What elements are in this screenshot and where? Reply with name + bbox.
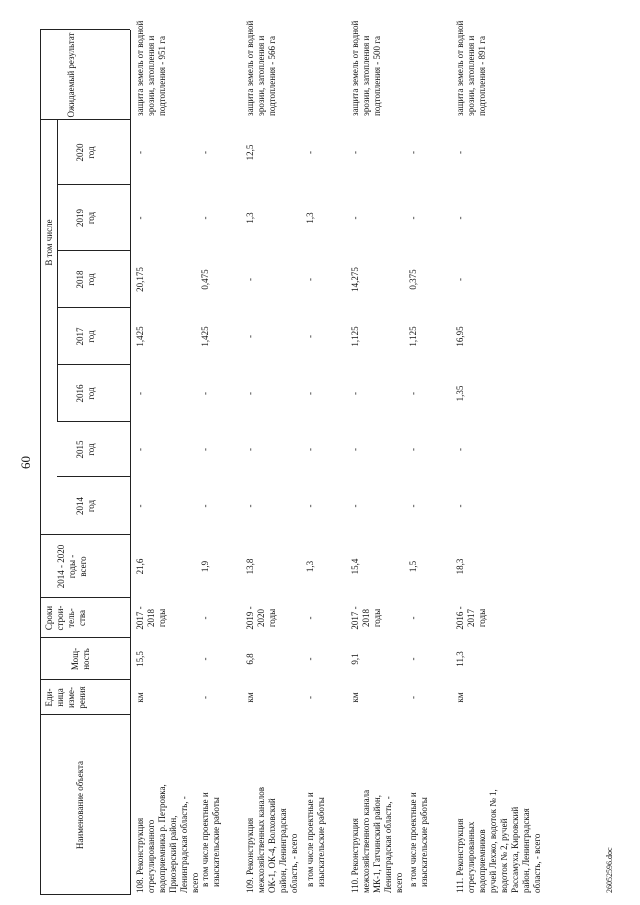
- cell-period: 2017 - 2018 годы: [135, 606, 167, 630]
- cell-year-2015: -: [135, 448, 145, 451]
- cell-result: защита земель от водной эрозии, затопления и подтопления - 891 га: [455, 20, 487, 116]
- cell-year-2014: -: [408, 504, 418, 508]
- cell-total: 21,6: [135, 558, 145, 575]
- cell-year-2016: 1,35: [455, 385, 465, 402]
- cell-year-2017: 1,125: [350, 326, 360, 347]
- cell-name: 109. Реконструкция межхозяйственных каналов ОК-1, ОК-4, Волховский район, Ленинградская область, - всего: [245, 787, 299, 893]
- cell-unit: -: [200, 696, 210, 699]
- cell-year-2017: -: [245, 335, 255, 338]
- cell-year-2014: -: [350, 504, 360, 508]
- cell-year-2020: -: [350, 151, 360, 154]
- cell-year-2015: -: [408, 448, 418, 451]
- cell-name: 111. Реконструкция отрегулированных водоприемников ручей Лехжо, водоток № 1, водоток № 2, ручей Рассамуха, Кировский район, Ленинградская область, - всего: [455, 789, 542, 893]
- cell-result: защита земель от водной эрозии, затопления и подтопления - 566 га: [245, 20, 277, 116]
- cell-year-2015: -: [455, 448, 465, 451]
- cell-capacityear-: 9,1: [350, 653, 360, 665]
- header-2020: 2020 год: [75, 143, 96, 162]
- cell-year-2020: 12,5: [245, 144, 255, 161]
- footer-filename: 26052596.doc: [605, 847, 614, 893]
- cell-year-2020: -: [200, 151, 210, 154]
- header-2019: 2019 год: [75, 209, 96, 227]
- cell-year-2017: -: [305, 335, 315, 338]
- header-result: Ожидаемый результат: [66, 32, 76, 118]
- cell-year-2016: -: [135, 392, 145, 395]
- cell-total: 18,3: [455, 558, 465, 575]
- cell-year-2019: -: [200, 216, 210, 220]
- header-total: 2014 - 2020 годы - всего: [56, 544, 88, 589]
- header-bottom-line: [130, 30, 131, 895]
- header-2016: 2016 год: [75, 384, 96, 403]
- cell-year-2015: -: [245, 448, 255, 451]
- cell-year-2014: -: [305, 504, 315, 508]
- cell-year-2017: 1,425: [200, 326, 210, 347]
- cell-year-2017: 16,95: [455, 326, 465, 347]
- header-2018: 2018 год: [75, 270, 96, 289]
- cell-year-2014: -: [455, 504, 465, 508]
- subheader-line: [57, 120, 58, 422]
- cell-year-2019: -: [455, 216, 465, 220]
- cell-year-2019: 1,3: [305, 212, 315, 224]
- cell-capacityear-: 11,3: [455, 651, 465, 667]
- cell-year-2019: -: [408, 216, 418, 220]
- header-capacity: Мощ- ность: [70, 647, 91, 671]
- cell-period: 2019 - 2020 годы: [245, 606, 277, 630]
- cell-capacityear-: 6,8: [245, 653, 255, 665]
- cell-year-2020: -: [408, 151, 418, 154]
- cell-year-2015: -: [200, 448, 210, 451]
- cell-period: -: [200, 616, 210, 620]
- cell-year-2018: -: [305, 278, 315, 281]
- cell-year-2018: 0,375: [408, 269, 418, 290]
- cell-unit: км: [350, 692, 360, 703]
- cell-capacityear-: 15,5: [135, 651, 145, 667]
- cell-year-2014: -: [200, 504, 210, 508]
- cell-year-2016: -: [408, 392, 418, 395]
- table-border-top: [40, 30, 41, 895]
- cell-year-2016: -: [200, 392, 210, 395]
- cell-year-2015: -: [305, 448, 315, 451]
- col-line: [40, 29, 130, 30]
- cell-year-2016: -: [350, 392, 360, 395]
- cell-name: 110. Реконструкция межхозяйственного канала МК-1, Гатчинский район, Ленинградская область, - всего: [350, 789, 404, 893]
- cell-year-2014: -: [135, 504, 145, 508]
- header-2015: 2015 год: [75, 440, 96, 459]
- cell-period: 2016 - 2017 годы: [455, 606, 487, 630]
- cell-year-2018: 0,475: [200, 269, 210, 290]
- cell-period: 2017 - 2018 годы: [350, 606, 382, 630]
- cell-unit: км: [455, 692, 465, 703]
- cell-unit: -: [305, 696, 315, 699]
- header-name: Наименование объекта: [75, 760, 85, 850]
- cell-period: -: [305, 616, 315, 620]
- cell-unit: -: [408, 696, 418, 699]
- cell-year-2020: -: [305, 151, 315, 154]
- page-number: 60: [18, 456, 33, 469]
- cell-capacityear-: -: [408, 657, 418, 661]
- cell-total: 13,8: [245, 558, 255, 575]
- cell-name: 108. Реконструкция отрегулированного водоприемника р. Петровка, Приозерский район, Ленинградская область, - всего: [135, 784, 200, 893]
- cell-year-2015: -: [350, 448, 360, 451]
- cell-total: 1,3: [305, 560, 315, 573]
- cell-unit: км: [135, 692, 145, 703]
- cell-year-2018: -: [245, 278, 255, 281]
- cell-result: защита земель от водной эрозии, затопления и подтопления - 500 га: [350, 20, 382, 116]
- cell-period: -: [408, 616, 418, 620]
- cell-year-2014: -: [245, 504, 255, 508]
- header-2014: 2014 год: [75, 497, 96, 515]
- cell-year-2016: -: [305, 392, 315, 395]
- header-in-including: В том числе: [44, 219, 54, 266]
- cell-year-2018: 14,275: [350, 267, 360, 292]
- cell-total: 15,4: [350, 558, 360, 575]
- cell-name: в том числе проектные и изыскательские работы: [305, 792, 326, 887]
- cell-capacityear-: -: [200, 657, 210, 661]
- cell-capacityear-: -: [305, 657, 315, 661]
- header-construction-period: Сроки строи- тель- ства: [44, 605, 87, 631]
- cell-year-2017: 1,125: [408, 326, 418, 347]
- cell-name: в том числе проектные и изыскательские работы: [200, 792, 221, 887]
- cell-year-2019: 1,3: [245, 212, 255, 224]
- cell-total: 1,5: [408, 560, 418, 573]
- cell-name: в том числе проектные и изыскательские работы: [408, 792, 429, 887]
- cell-year-2020: -: [455, 151, 465, 154]
- cell-total: 1,9: [200, 560, 210, 573]
- cell-unit: км: [245, 692, 255, 703]
- header-unit: Еди- ница изме- рения: [44, 686, 87, 709]
- cell-year-2018: -: [455, 278, 465, 281]
- cell-year-2018: 20,175: [135, 267, 145, 292]
- cell-year-2019: -: [350, 216, 360, 220]
- cell-year-2019: -: [135, 216, 145, 220]
- cell-year-2020: -: [135, 151, 145, 154]
- cell-result: защита земель от водной эрозии, затопления и подтопления - 951 га: [135, 20, 167, 116]
- cell-year-2017: 1,425: [135, 326, 145, 347]
- cell-year-2016: -: [245, 392, 255, 395]
- header-2017: 2017 год: [75, 327, 96, 346]
